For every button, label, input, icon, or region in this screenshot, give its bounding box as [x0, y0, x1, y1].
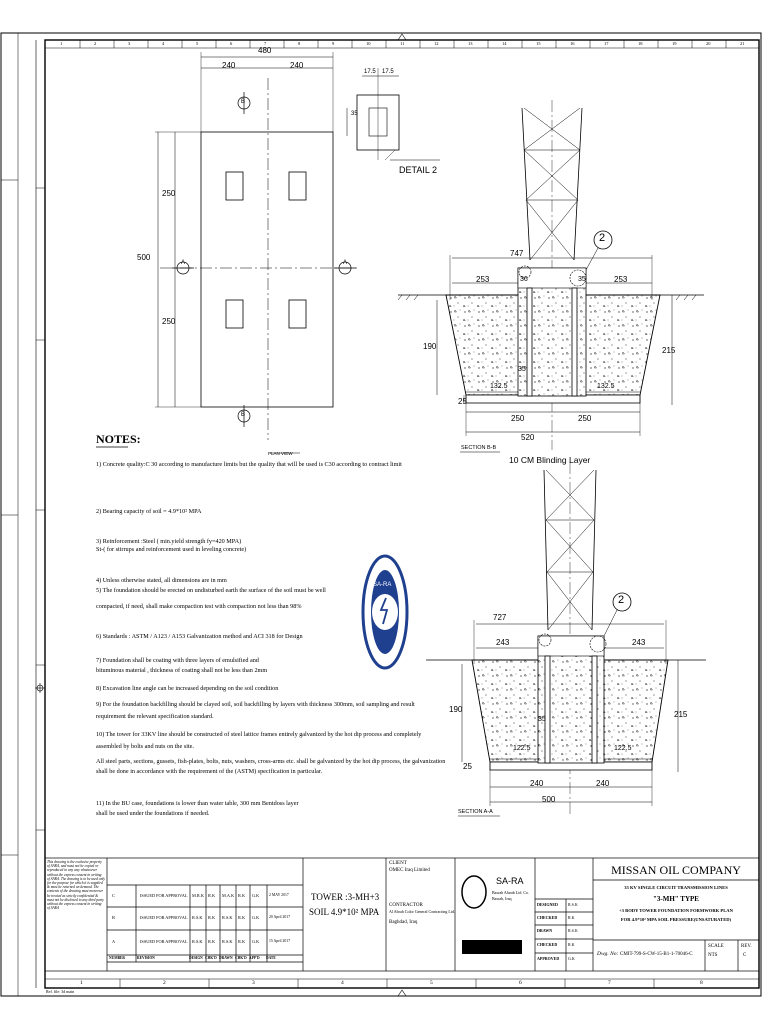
bb-dim-253-right: 253 [614, 275, 628, 284]
aa-dim-122-left: 122.5 [513, 745, 531, 752]
logo-text: SA-RA [373, 582, 392, 588]
border-top-number: 14 [502, 41, 507, 46]
border-top-number: 3 [128, 41, 131, 46]
revision-cell-desc: ISSUED FOR APPROVAL [140, 893, 188, 898]
aa-dim-25: 25 [463, 762, 472, 771]
revision-cell-chkd: R.K [208, 893, 216, 898]
tower-line-2: SOIL 4.9*10² MPA [309, 907, 380, 917]
bb-dim-35b: 35 [518, 366, 526, 373]
border-top-number: 10 [366, 41, 371, 46]
section-bb [398, 100, 704, 452]
contractor-label: CONTRACTOR [389, 903, 423, 908]
disclaimer-text: This drawing is the exclusive property of SARA, and must not be copied or reproduced in any way whatsoever without the express consent in writing of SARA. The drawing is to be used only for the purpose for which it is supplied & must be returned on demand. The contents of the drawing must moreover be treated as strictly confidential & must not be disclosed to any third party without the express consent in writing of SARA [47, 860, 105, 911]
scale-value: NTS [708, 953, 718, 958]
note-10b: assembled by bolts and nuts on the site. [96, 743, 194, 750]
border-top-number: 13 [468, 41, 473, 46]
revision-header: REVISION [137, 956, 155, 960]
border-top-number: 7 [264, 41, 267, 46]
aa-dim-727: 727 [493, 613, 507, 622]
revision-header: CHK'D [205, 956, 217, 960]
sara-sub: Basrah Alarab Ltd. Co. [492, 890, 529, 895]
scale-label: SCALE [708, 944, 724, 949]
revision-cell-appd: G.K [252, 915, 260, 920]
section-mark-left: A [181, 260, 186, 266]
aa-title: SECTION A-A [458, 809, 493, 815]
revision-cell-chkd: R.K [208, 939, 216, 944]
revision-cell-date: 2 MAY 2017 [269, 893, 289, 897]
border-top-number: 9 [332, 41, 335, 46]
dim-240-right: 240 [290, 61, 304, 70]
dim-250-upper: 250 [162, 189, 176, 198]
sign-name: G.K [568, 956, 575, 961]
border-top-number: 21 [740, 41, 745, 46]
revision-cell-chkd: R.K [208, 915, 216, 920]
revision-cell-design: M.R.K [192, 893, 204, 898]
client-name: OMEC Iraq Limited [389, 868, 430, 873]
aa-dim-215: 215 [674, 710, 688, 719]
ref-file-text: Ref. file: 3d main [46, 989, 75, 994]
dim-500: 500 [137, 253, 151, 262]
revision-cell-appd: G.K [252, 939, 260, 944]
bb-dim-250-right: 250 [578, 414, 592, 423]
contractor-name: Al Abrah Color General Contracting Ltd. [389, 909, 455, 914]
detail-2 [347, 68, 440, 160]
aa-callout: 2 [618, 594, 625, 606]
sign-name: R.K [568, 942, 575, 947]
revision-cell-desc: ISSUED FOR APPROVAL [140, 939, 188, 944]
revision-cell-design: R.S.K [192, 939, 203, 944]
bb-callout: 2 [599, 232, 606, 244]
border-bottom-number: 1 [80, 980, 83, 986]
company-logo [363, 556, 407, 668]
rev-label: REV. [741, 944, 752, 949]
aa-dim-243-right: 243 [632, 638, 646, 647]
note-9: 9) For the foundation backfilling should be clayed soil, soil backfilling by layers with thickness 300mm, soil sampling and result [96, 701, 415, 708]
revision-cell-chkd2: R.K [238, 939, 246, 944]
note-7b: bituminous material , thickness of coating shall not be less than 2mm [96, 667, 268, 674]
note-11: 11) In the BU case, foundations is lower than water table, 300 mm Bentdoss layer [96, 800, 299, 807]
note-10c: All steel parts, sections, gussets, fish-plates, bolts, nuts, washers, cross-arms etc. shall be galvanized by the hot dip process, the galvanization [96, 758, 446, 765]
bb-dim-132-right: 132.5 [597, 383, 615, 390]
revision-cell-design: R.S.K [192, 915, 203, 920]
revision-cell-rev: A [112, 939, 116, 944]
revision-header: DESIGN [189, 956, 203, 960]
border-top-number: 11 [400, 41, 405, 46]
sign-role: APPROVED [537, 956, 560, 961]
dwg-number: CMIT-799-S-CW-15-B1-1-70046-C [620, 952, 693, 957]
dwg-label: Dwg. No: [597, 951, 619, 957]
border-top-number: 4 [162, 41, 165, 46]
plan-view [155, 52, 360, 440]
border-bottom-number: 3 [252, 980, 255, 986]
revision-cell-desc: ISSUED FOR APPROVAL [140, 915, 188, 920]
sign-name: R.K [568, 915, 575, 920]
section-mark-top: B [241, 99, 246, 105]
revision-cell-rev: C [112, 893, 115, 898]
border-bottom-number: 4 [341, 980, 344, 986]
border-top-number: 16 [570, 41, 575, 46]
aa-dim-190: 190 [449, 705, 463, 714]
border-top-number: 18 [638, 41, 643, 46]
bb-dim-132-left: 132.5 [490, 383, 508, 390]
border-top-number: 15 [536, 41, 541, 46]
aa-dim-35: 35 [538, 716, 546, 723]
note-6: 6) Standards : ASTM / A123 / A153 Galvanization method and ACI 318 for Design [96, 633, 303, 640]
border-bottom-number: 2 [163, 980, 166, 986]
note-5: 5) The foundation should be erected on undisturbed earth the surface of the soil must be well [96, 587, 326, 594]
aa-dim-243-left: 243 [496, 638, 510, 647]
border-top-number: 12 [434, 41, 439, 46]
border-bottom-number: 6 [519, 980, 522, 986]
border-top-number: 2 [94, 41, 97, 46]
border-top-number: 6 [230, 41, 233, 46]
revision-cell-drawn: R.S.K [222, 939, 233, 944]
detail-dim-c: 35 [351, 111, 358, 117]
revision-header: APP'D [249, 956, 260, 960]
border-top-number: 19 [672, 41, 677, 46]
revision-cell-drawn: M.A.K [222, 893, 235, 898]
note-9b: requirement the relevant specification standard. [96, 713, 214, 720]
notes-heading: NOTES: [96, 432, 141, 446]
border-bottom-number: 8 [700, 980, 703, 986]
bb-dim-250-left: 250 [511, 414, 525, 423]
border-top-number: 1 [60, 41, 63, 46]
sign-role: CHECKED [537, 942, 558, 947]
note-10: 10) The tower for 33KV line should be constructed of steel lattice frames entirely galvanized by the hot dip process and completely [96, 731, 422, 738]
revision-header: DATE [266, 956, 276, 960]
note-3b: St-( for stirrups and reinforcement used in leveling concrete) [96, 546, 247, 553]
note-8: 8) Excavation line angle can be increased depending on the soil condition [96, 685, 279, 692]
revision-cell-chkd2: R.K [238, 893, 246, 898]
bb-dim-747: 747 [510, 249, 524, 258]
title-line-2: "3-MH" TYPE [653, 895, 699, 903]
revision-cell-chkd2: R.K [238, 915, 246, 920]
note-2: 2) Bearing capacity of soil = 4.9*10² MPA [96, 508, 202, 515]
revision-header: DRAWN [219, 956, 233, 960]
bb-dim-253-left: 253 [476, 275, 490, 284]
detail-dim-b: 17.5 [382, 69, 394, 75]
note-3: 3) Reinforcement :Steel ( min.yield strength fy=420 MPA) [96, 538, 242, 545]
sign-name: R.S.K [568, 902, 578, 907]
sara-name: SA-RA [496, 876, 524, 886]
revision-cell-date: 15 April 2017 [269, 939, 291, 943]
revision-cell-drawn: R.S.K [222, 915, 233, 920]
company-name: MISSAN OIL COMPANY [611, 863, 741, 877]
bb-dim-215: 215 [662, 346, 676, 355]
sign-role: DRAWN [537, 928, 553, 933]
note-4: 4) Unless otherwise stated, all dimensions are in mm [96, 577, 227, 584]
aa-dim-122-right: 122.5 [614, 745, 632, 752]
title-line-4: FOR 4.9*10² MPA SOIL PRESSURE(UNSATURATED) [620, 917, 732, 922]
revision-header: CHK'D [235, 956, 247, 960]
aa-dim-500: 500 [542, 795, 556, 804]
note-10d: shall be done in accordance with the requirement of the (ASTM) specification in particular. [96, 768, 323, 775]
border-top-number: 17 [604, 41, 609, 46]
border-top-number: 8 [298, 41, 301, 46]
bb-dim-36: 36 [520, 276, 528, 283]
detail-2-label: DETAIL 2 [399, 165, 438, 175]
note-7: 7) Foundation shall be coating with three layers of emulsified and [96, 657, 259, 664]
aa-dim-240-left: 240 [530, 779, 544, 788]
section-mark-right: A [343, 260, 348, 266]
bb-dim-35: 35 [578, 276, 586, 283]
sign-name: R.S.K [568, 928, 578, 933]
revision-cell-date: 20 April 2017 [269, 915, 291, 919]
note-5b: compacted, if need, shall make compaction test with compaction not less than 98% [96, 603, 302, 610]
dim-240-left: 240 [222, 61, 236, 70]
note-11b: shall be used under the foundations if needed. [96, 810, 210, 817]
dim-250-lower: 250 [162, 317, 176, 326]
note-1: 1) Concrete quality:C 30 according to manufacture limits but the quality that will be used is C30 according to contract limit [96, 461, 402, 468]
bb-dim-190: 190 [423, 342, 437, 351]
client-label: CLIENT [389, 861, 407, 866]
title-line-3: +3 BODY TOWER FOUNDATION FORMWORK PLAN [619, 908, 733, 913]
revision-cell-rev: B [112, 915, 115, 920]
border-bottom-number: 7 [608, 980, 611, 986]
section-mark-bottom: B [241, 412, 246, 418]
bb-dim-520: 520 [521, 433, 535, 442]
revision-cell-appd: G.K [252, 893, 260, 898]
rev-value: C [743, 953, 747, 958]
border-top-number: 20 [706, 41, 711, 46]
bb-dim-25: 25 [458, 397, 467, 406]
bb-title: SECTION B-B [461, 445, 497, 451]
dim-480: 480 [258, 46, 272, 55]
sara-addr: Basrah, Iraq [492, 896, 512, 901]
aa-dim-240-right: 240 [596, 779, 610, 788]
plan-view-label: PLAN VIEW [268, 451, 293, 456]
tower-line-1: TOWER :3-MH+3 [311, 892, 380, 902]
sign-role: DESIGNED [537, 902, 558, 907]
border-top-number: 5 [196, 41, 199, 46]
revision-header: NUMBER [109, 956, 125, 960]
title-line-1: 33 KV SINGLE CIRCUIT TRANSMISSION LINES [624, 885, 728, 890]
blinding-layer-label: 10 CM Blinding Layer [509, 455, 591, 465]
border-bottom-number: 5 [430, 980, 433, 986]
contractor-city: Baghdad, Iraq [389, 920, 418, 925]
detail-dim-a: 17.5 [364, 69, 376, 75]
sign-role: CHECKED [537, 915, 558, 920]
